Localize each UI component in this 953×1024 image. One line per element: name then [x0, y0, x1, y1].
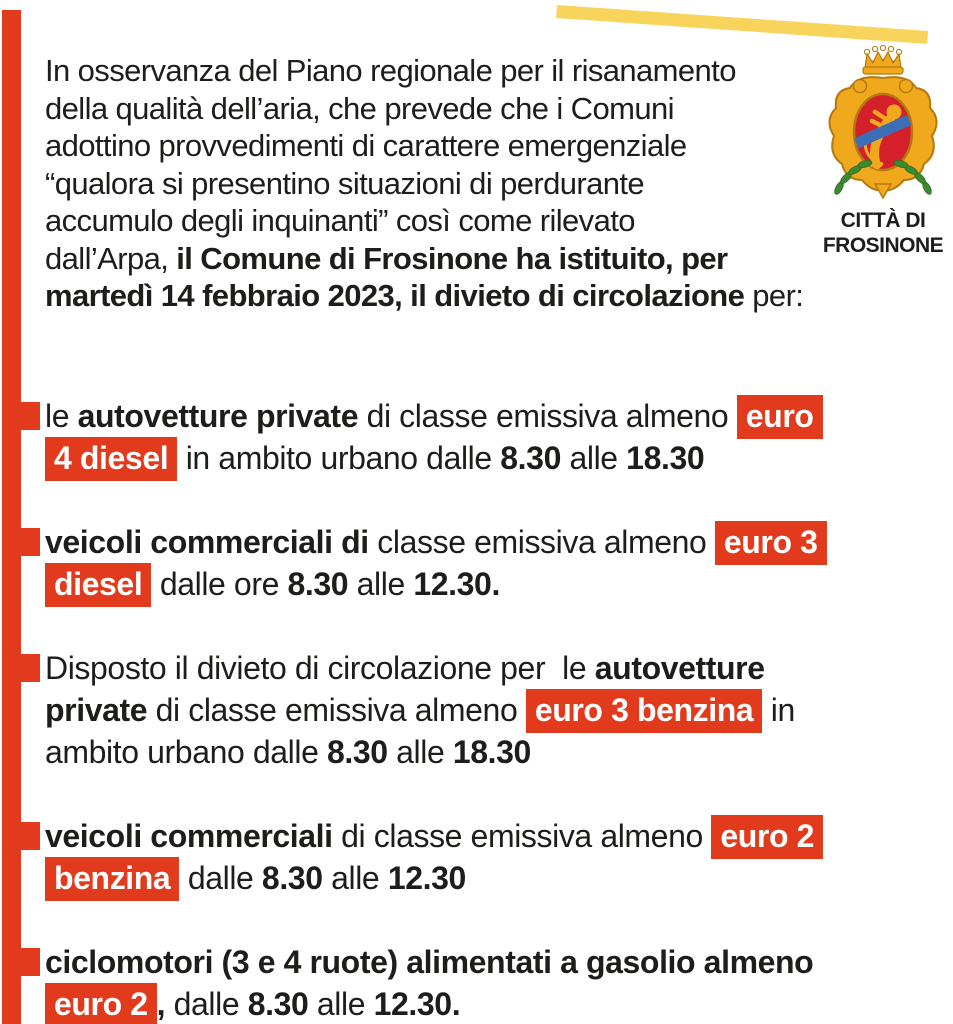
text-line [45, 395, 953, 437]
highlighted-text: euro 2 [45, 983, 157, 1024]
text-segment: , [156, 985, 166, 1022]
text-segment: di classe emissiva almeno [147, 691, 526, 728]
text-segment: alle [322, 859, 388, 896]
text-segment: le [45, 397, 78, 434]
text-segment: in [762, 691, 795, 728]
text-line [45, 857, 953, 899]
text-segment: private [45, 691, 148, 728]
text-segment: dalle [179, 859, 262, 896]
text-segment: alle [348, 565, 414, 602]
text-segment: dall’Arpa, [45, 240, 177, 276]
coat-of-arms-graphic [820, 44, 946, 204]
text-line [45, 941, 953, 983]
bullet-item [45, 941, 953, 1024]
text-segment: di classe emissiva almeno [358, 397, 737, 434]
bullet-item [45, 395, 953, 479]
text-line [45, 647, 953, 689]
text-segment: di classe emissiva almeno [332, 817, 712, 854]
bullet-marker [21, 402, 40, 430]
text-segment: In osservanza del Piano regionale per il risanamento [45, 53, 736, 88]
text-segment: autovetture private [77, 397, 359, 434]
text-line [45, 521, 953, 563]
text-segment: della qualità dell’aria, che prevede che i Comuni [45, 90, 674, 126]
text-segment: 12.30. [373, 985, 461, 1022]
text-segment: martedì 14 febbraio 2023, il divieto di circolazione [45, 278, 745, 313]
text-line [45, 689, 953, 731]
text-segment: ciclomotori (3 e 4 ruote) alimentati a gasolio almeno [45, 943, 814, 980]
text-segment: “qualora si presentino situazioni di perdurante [45, 165, 645, 201]
text-segment: dalle ore [151, 565, 288, 602]
text-segment: Disposto il divieto di circolazione per le [45, 649, 595, 686]
text-segment: 18.30 [452, 733, 531, 770]
text-segment: 8.30 [247, 985, 309, 1022]
text-segment: per: [744, 278, 804, 313]
text-segment: 8.30 [500, 439, 561, 476]
highlighted-text: euro 3 benzina [526, 689, 762, 733]
bullet-item [45, 521, 953, 605]
text-segment: autovetture [594, 649, 765, 686]
highlighted-text: benzina [45, 857, 179, 901]
bullet-marker [21, 948, 40, 976]
text-line [45, 731, 953, 773]
highlighted-text: euro [737, 395, 823, 439]
bullet-item [45, 815, 953, 899]
text-segment: 8.30 [326, 733, 388, 770]
bullet-marker [21, 654, 40, 682]
text-segment: alle [560, 439, 627, 476]
highlighted-text: euro 3 [715, 521, 827, 565]
crown-icon [863, 45, 903, 74]
crest-caption [813, 208, 953, 258]
text-segment: 12.30 [387, 859, 466, 896]
text-segment: 18.30 [626, 439, 705, 476]
bullet-item [45, 647, 953, 773]
text-segment: dalle [165, 985, 248, 1022]
bullet-marker [21, 822, 40, 850]
crest-caption-line: CITTÀ DI [840, 209, 926, 232]
highlighted-text: euro 2 [711, 815, 823, 859]
text-line [45, 563, 953, 605]
text-line [45, 277, 953, 315]
text-segment: 8.30 [261, 859, 323, 896]
text-segment: alle [308, 985, 374, 1022]
highlighted-text: diesel [45, 563, 151, 607]
left-accent-bar [2, 10, 21, 1024]
bullet-marker [21, 528, 40, 556]
text-segment: veicoli commerciali [45, 817, 333, 854]
text-segment: veicoli commerciali di [45, 523, 369, 560]
crest-caption-line: FROSINONE [822, 234, 944, 257]
text-segment: accumulo degli inquinanti” così come rilevato [45, 203, 635, 238]
text-line [45, 437, 953, 479]
text-line [45, 983, 953, 1024]
restriction-list [45, 395, 953, 1024]
text-segment: il Comune di Frosinone ha istituito, per [176, 240, 728, 276]
text-segment: 8.30 [287, 565, 349, 602]
text-segment: in ambito urbano dalle [177, 439, 501, 476]
yellow-accent-line [556, 5, 928, 44]
text-segment: alle [387, 733, 453, 770]
text-segment: ambito urbano dalle [45, 733, 327, 770]
text-segment: adottino provvedimenti di carattere emergenziale [45, 128, 687, 163]
text-segment: classe emissiva almeno [368, 523, 715, 560]
frosinone-coat-of-arms [813, 44, 953, 258]
text-line [45, 815, 953, 857]
text-segment: 12.30. [413, 565, 500, 602]
highlighted-text: 4 diesel [45, 437, 177, 481]
